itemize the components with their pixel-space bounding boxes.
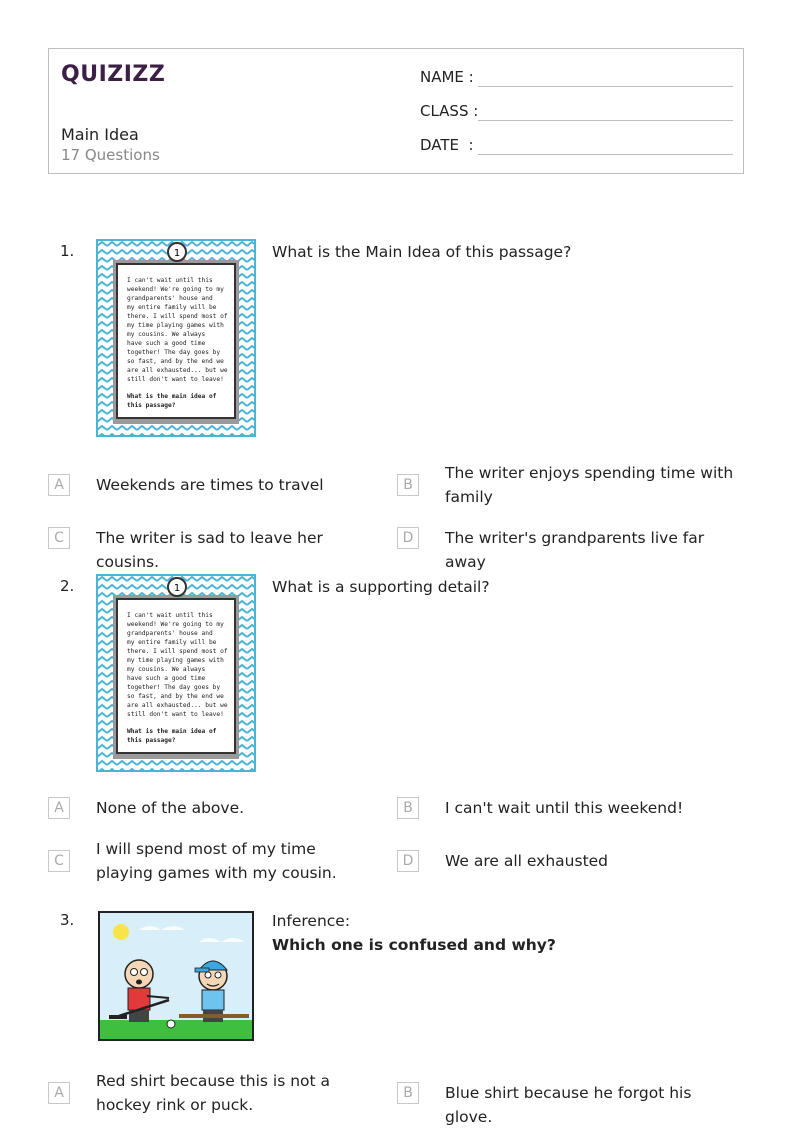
option-text[interactable]: Weekends are times to travel [96,476,324,494]
option-letter-box[interactable]: D [397,850,419,872]
option-text[interactable]: The writer's grandparents live far away [445,529,705,571]
question-count: 17 Questions [61,146,160,164]
svg-text:weekend! We're going to my: weekend! We're going to my [127,286,224,293]
option-letter-box[interactable]: C [48,850,70,872]
svg-text:my cousins. We always: my cousins. We always [127,331,206,338]
quizizz-logo [61,59,166,91]
option-text[interactable]: The writer enjoys spending time with family [445,464,734,506]
svg-text:I can't wait until this: I can't wait until this [127,612,213,619]
option-text[interactable]: I can't wait until this weekend! [445,799,684,817]
svg-text:grandparents' house and: grandparents' house and [127,630,213,637]
date-label: DATE : [420,136,474,154]
question-text [272,909,556,957]
question-label: Inference: [272,912,351,930]
option-letter-box[interactable]: B [397,797,419,819]
passage-card-image [97,240,255,436]
svg-text:my cousins. We always: my cousins. We always [127,666,206,673]
passage-card-image [97,575,255,771]
svg-text:What is the main idea of: What is the main idea of [127,728,217,735]
svg-text:are all exhausted... but we: are all exhausted... but we [127,702,228,709]
option-text[interactable]: We are all exhausted [445,852,609,870]
svg-text:still don't want to leave!: still don't want to leave! [127,376,224,383]
question-number: 2. [60,577,75,595]
svg-text:have such a good time: have such a good time [127,340,206,347]
svg-text:I can't wait until this: I can't wait until this [127,277,213,284]
svg-text:there. I will spend most of: there. I will spend most of [127,648,228,655]
svg-text:so fast, and by the end we: so fast, and by the end we [127,358,224,365]
name-line [478,86,733,87]
svg-text:grandparents' house and: grandparents' house and [127,295,213,302]
question-text: What is a supporting detail? [272,578,490,596]
question-prompt: Which one is confused and why? [272,936,556,954]
option-text[interactable]: None of the above. [96,799,245,817]
option-letter-box[interactable]: B [397,1082,419,1104]
option-text[interactable]: I will spend most of my time playing games with my cousin. [96,840,337,882]
svg-text:QUIZIZZ: QUIZIZZ [61,62,166,87]
option-letter-box[interactable]: B [397,474,419,496]
svg-text:are all exhausted... but we: are all exhausted... but we [127,367,228,374]
svg-text:together! The day goes by: together! The day goes by [127,349,221,356]
svg-text:still don't want to leave!: still don't want to leave! [127,711,224,718]
svg-text:so fast, and by the end we: so fast, and by the end we [127,693,224,700]
name-field[interactable] [420,68,474,86]
option-text[interactable]: Red shirt because this is not a hockey rink or puck. [96,1072,331,1114]
svg-text:have such a good time: have such a good time [127,675,206,682]
date-line [478,154,733,155]
question-number: 1. [60,242,75,260]
svg-text:my entire family will be: my entire family will be [127,639,217,646]
worksheet-header [48,48,744,174]
option-text[interactable]: Blue shirt because he forgot his glove. [445,1084,692,1126]
svg-text:my time playing games with: my time playing games with [127,322,224,329]
date-field[interactable] [420,136,474,154]
hockey-kids-illustration [99,912,253,1040]
svg-text:my entire family will be: my entire family will be [127,304,217,311]
name-label: NAME : [420,68,474,86]
class-field[interactable] [420,102,478,120]
worksheet-title: Main Idea [61,125,139,144]
class-line [478,120,733,121]
class-label: CLASS : [420,102,479,120]
option-text[interactable]: The writer is sad to leave her cousins. [96,529,323,571]
svg-text:this passage?: this passage? [127,737,176,744]
svg-text:1: 1 [173,583,181,594]
option-letter-box[interactable]: A [48,797,70,819]
option-letter-box[interactable]: A [48,1082,70,1104]
question-number: 3. [60,911,75,929]
option-letter-box[interactable]: A [48,474,70,496]
svg-text:this passage?: this passage? [127,402,176,409]
svg-text:together! The day goes by: together! The day goes by [127,684,221,691]
svg-text:my time playing games with: my time playing games with [127,657,224,664]
option-letter-box[interactable]: D [397,527,419,549]
svg-text:1: 1 [173,248,181,259]
svg-text:What is the main idea of: What is the main idea of [127,393,217,400]
svg-text:there. I will spend most of: there. I will spend most of [127,313,228,320]
option-letter-box[interactable]: C [48,527,70,549]
question-text: What is the Main Idea of this passage? [272,243,572,261]
svg-text:weekend! We're going to my: weekend! We're going to my [127,621,224,628]
